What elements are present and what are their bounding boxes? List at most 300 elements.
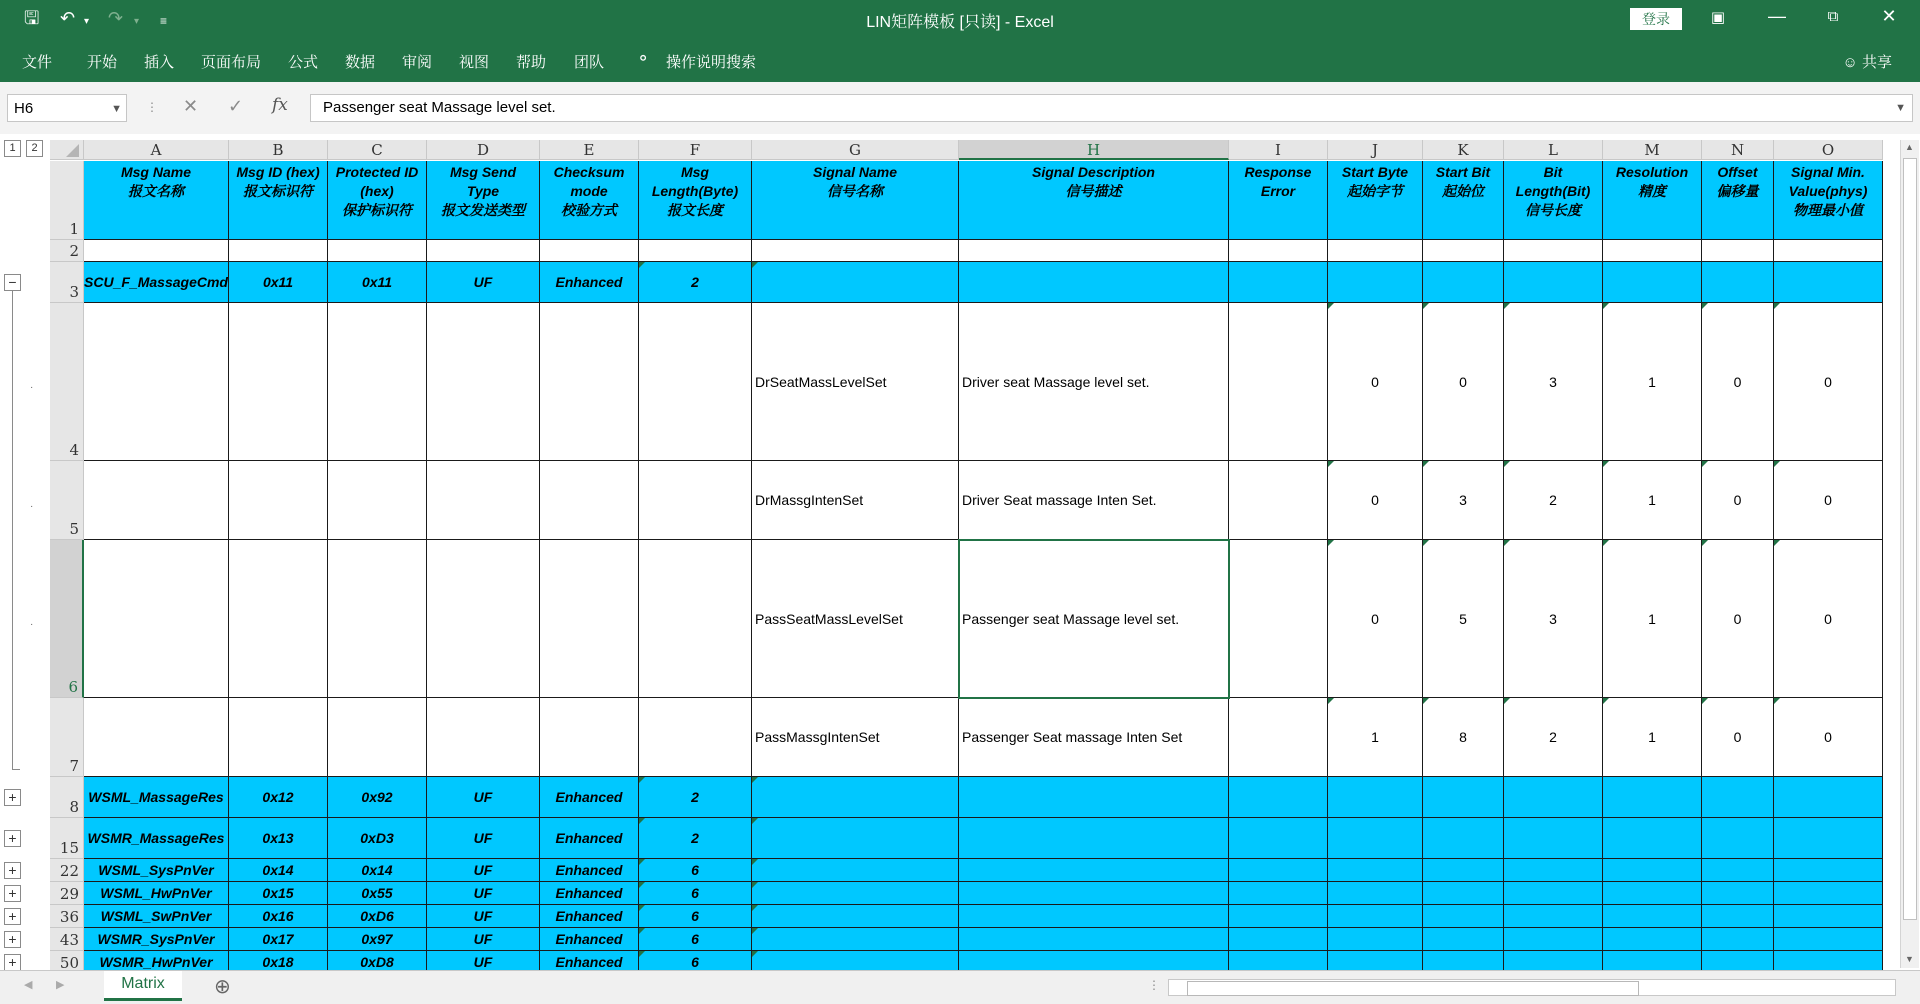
cell-L3[interactable] xyxy=(1504,262,1603,303)
cell-A43[interactable]: WSMR_SysPnVer xyxy=(84,928,229,951)
cell-K22[interactable] xyxy=(1423,859,1504,882)
cell-K29[interactable] xyxy=(1423,882,1504,905)
header-cell-G[interactable]: Signal Name 信号名称 xyxy=(752,161,959,240)
insert-function-icon[interactable]: fx xyxy=(272,95,288,115)
cell-O22[interactable] xyxy=(1774,859,1883,882)
column-header-E[interactable]: E xyxy=(540,140,639,160)
cell-L36[interactable] xyxy=(1504,905,1603,928)
cell-B43[interactable]: 0x17 xyxy=(229,928,328,951)
cell-J3[interactable] xyxy=(1328,262,1423,303)
header-cell-E[interactable]: Checksum mode 校验方式 xyxy=(540,161,639,240)
column-header-J[interactable]: J xyxy=(1328,140,1423,160)
header-cell-M[interactable]: Resolution 精度 xyxy=(1603,161,1702,240)
header-cell-D[interactable]: Msg Send Type 报文发送类型 xyxy=(427,161,540,240)
cell-O8[interactable] xyxy=(1774,777,1883,818)
cell-A3[interactable]: SCU_F_MassageCmd xyxy=(84,262,229,303)
column-header-C[interactable]: C xyxy=(328,140,427,160)
expand-group-icon[interactable]: + xyxy=(4,885,21,902)
expand-group-icon[interactable]: + xyxy=(4,954,21,970)
cell-N43[interactable] xyxy=(1702,928,1774,951)
cell-L15[interactable] xyxy=(1504,818,1603,859)
cell-N4[interactable]: 0 xyxy=(1702,303,1774,461)
column-header-I[interactable]: I xyxy=(1229,140,1328,160)
cell-K15[interactable] xyxy=(1423,818,1504,859)
cell-D4[interactable] xyxy=(427,303,540,461)
expand-group-icon[interactable]: + xyxy=(4,931,21,948)
header-cell-F[interactable]: Msg Length(Byte) 报文长度 xyxy=(639,161,752,240)
cell-M8[interactable] xyxy=(1603,777,1702,818)
row-header-8[interactable] xyxy=(50,777,84,818)
cell-I5[interactable] xyxy=(1229,461,1328,540)
cell-C15[interactable]: 0xD3 xyxy=(328,818,427,859)
row-number: 1 xyxy=(69,220,79,238)
chevron-down-icon[interactable]: ▼ xyxy=(111,103,122,115)
cell-J22[interactable] xyxy=(1328,859,1423,882)
expand-group-icon[interactable]: + xyxy=(4,830,21,847)
row-header-1[interactable] xyxy=(50,161,84,240)
cell-H5[interactable]: Driver Seat massage Inten Set. xyxy=(959,461,1229,540)
cell-D2[interactable] xyxy=(427,240,540,262)
cell-A5[interactable] xyxy=(84,461,229,540)
tell-me-search[interactable]: 操作说明搜索 xyxy=(666,54,757,71)
header-cell-O[interactable]: Signal Min. Value(phys) 物理最小值 xyxy=(1774,161,1883,240)
cell-M6[interactable]: 1 xyxy=(1603,540,1702,698)
customize-toolbar-icon[interactable]: ≡ xyxy=(160,14,168,28)
cell-O6[interactable]: 0 xyxy=(1774,540,1883,698)
collapse-group-icon[interactable]: − xyxy=(4,274,21,291)
share-button[interactable] xyxy=(1843,51,1893,72)
cell-I36[interactable] xyxy=(1229,905,1328,928)
cell-N5[interactable]: 0 xyxy=(1702,461,1774,540)
header-cell-A[interactable]: Msg Name 报文名称 xyxy=(84,161,229,240)
row-header-50[interactable] xyxy=(50,951,84,970)
cell-B6[interactable] xyxy=(229,540,328,698)
horizontal-scrollbar[interactable] xyxy=(1168,979,1896,996)
undo-icon[interactable]: ↶ xyxy=(60,8,76,28)
cell-C29[interactable]: 0x55 xyxy=(328,882,427,905)
tab-help[interactable]: 帮助 xyxy=(516,54,547,71)
cell-A22[interactable]: WSML_SysPnVer xyxy=(84,859,229,882)
column-header-B[interactable]: B xyxy=(229,140,328,160)
row-number: 50 xyxy=(59,954,79,970)
row-header-4[interactable] xyxy=(50,303,84,461)
cell-A15[interactable]: WSMR_MassageRes xyxy=(84,818,229,859)
minimize-icon[interactable]: — xyxy=(1768,6,1786,26)
cell-N50[interactable] xyxy=(1702,951,1774,970)
tab-insert[interactable]: 插入 xyxy=(144,54,175,71)
cell-H6[interactable]: Passenger seat Massage level set. xyxy=(959,540,1229,698)
tab-view[interactable]: 视图 xyxy=(459,54,490,71)
cell-D50[interactable]: UF xyxy=(427,951,540,970)
cell-J4[interactable]: 0 xyxy=(1328,303,1423,461)
tab-home[interactable]: 开始 xyxy=(87,54,118,71)
select-all-triangle-icon[interactable] xyxy=(66,144,79,157)
cell-F43[interactable]: 6 xyxy=(639,928,752,951)
cell-G36[interactable] xyxy=(752,905,959,928)
header-cell-I[interactable]: Response Error xyxy=(1229,161,1328,240)
column-header-A[interactable]: A xyxy=(84,140,229,160)
cell-J2[interactable] xyxy=(1328,240,1423,262)
cell-K4[interactable]: 0 xyxy=(1423,303,1504,461)
column-header-K[interactable]: K xyxy=(1423,140,1504,160)
cell-I2[interactable] xyxy=(1229,240,1328,262)
cell-B2[interactable] xyxy=(229,240,328,262)
column-header-L[interactable]: L xyxy=(1504,140,1603,160)
cell-M22[interactable] xyxy=(1603,859,1702,882)
row-header-3[interactable] xyxy=(50,262,84,303)
cell-F50[interactable]: 6 xyxy=(639,951,752,970)
column-header-G[interactable]: G xyxy=(752,140,959,160)
column-header-D[interactable]: D xyxy=(427,140,540,160)
cell-H50[interactable] xyxy=(959,951,1229,970)
redo-dropdown-icon[interactable]: ▾ xyxy=(134,16,140,27)
column-header-N[interactable]: N xyxy=(1702,140,1774,160)
cell-M50[interactable] xyxy=(1603,951,1702,970)
row-header-43[interactable] xyxy=(50,928,84,951)
cell-B4[interactable] xyxy=(229,303,328,461)
cell-H15[interactable] xyxy=(959,818,1229,859)
cell-C50[interactable]: 0xD8 xyxy=(328,951,427,970)
cell-N8[interactable] xyxy=(1702,777,1774,818)
tab-review[interactable]: 审阅 xyxy=(402,54,433,71)
cell-K6[interactable]: 5 xyxy=(1423,540,1504,698)
expand-group-icon[interactable]: + xyxy=(4,862,21,879)
cell-J43[interactable] xyxy=(1328,928,1423,951)
cell-J7[interactable]: 1 xyxy=(1328,698,1423,777)
name-box[interactable] xyxy=(7,94,127,122)
sheet-tab-matrix[interactable]: Matrix xyxy=(104,971,182,1001)
cell-H7[interactable]: Passenger Seat massage Inten Set xyxy=(959,698,1229,777)
row-header-29[interactable] xyxy=(50,882,84,905)
cell-F8[interactable]: 2 xyxy=(639,777,752,818)
save-icon[interactable]: 🖫 xyxy=(24,8,40,28)
cell-C2[interactable] xyxy=(328,240,427,262)
cell-A50[interactable]: WSMR_HwPnVer xyxy=(84,951,229,970)
cell-B22[interactable]: 0x14 xyxy=(229,859,328,882)
cell-F3[interactable]: 2 xyxy=(639,262,752,303)
cell-M4[interactable]: 1 xyxy=(1603,303,1702,461)
header-cell-J[interactable]: Start Byte 起始字节 xyxy=(1328,161,1423,240)
cell-C36[interactable]: 0xD6 xyxy=(328,905,427,928)
cell-E50[interactable]: Enhanced xyxy=(540,951,639,970)
cell-C8[interactable]: 0x92 xyxy=(328,777,427,818)
cell-A2[interactable] xyxy=(84,240,229,262)
cell-D22[interactable]: UF xyxy=(427,859,540,882)
cell-F6[interactable] xyxy=(639,540,752,698)
cell-B36[interactable]: 0x16 xyxy=(229,905,328,928)
cell-I4[interactable] xyxy=(1229,303,1328,461)
vertical-scrollbar[interactable] xyxy=(1900,140,1919,968)
cell-D8[interactable]: UF xyxy=(427,777,540,818)
cell-C6[interactable] xyxy=(328,540,427,698)
horizontal-scroll-thumb[interactable] xyxy=(1187,981,1639,996)
tab-formulas[interactable]: 公式 xyxy=(288,54,319,71)
cell-L6[interactable]: 3 xyxy=(1504,540,1603,698)
cell-F2[interactable] xyxy=(639,240,752,262)
cell-J6[interactable]: 0 xyxy=(1328,540,1423,698)
cell-J5[interactable]: 0 xyxy=(1328,461,1423,540)
column-header-H[interactable]: H xyxy=(959,140,1229,160)
formula-input[interactable] xyxy=(310,94,1913,122)
row-header-22[interactable] xyxy=(50,859,84,882)
cell-F5[interactable] xyxy=(639,461,752,540)
cell-M36[interactable] xyxy=(1603,905,1702,928)
cell-J36[interactable] xyxy=(1328,905,1423,928)
cell-O29[interactable] xyxy=(1774,882,1883,905)
cell-O2[interactable] xyxy=(1774,240,1883,262)
cell-E5[interactable] xyxy=(540,461,639,540)
cell-K36[interactable] xyxy=(1423,905,1504,928)
cell-O4[interactable]: 0 xyxy=(1774,303,1883,461)
cell-B8[interactable]: 0x12 xyxy=(229,777,328,818)
cell-K3[interactable] xyxy=(1423,262,1504,303)
cell-G8[interactable] xyxy=(752,777,959,818)
cell-M2[interactable] xyxy=(1603,240,1702,262)
cell-N3[interactable] xyxy=(1702,262,1774,303)
cell-B7[interactable] xyxy=(229,698,328,777)
cell-L43[interactable] xyxy=(1504,928,1603,951)
cell-I7[interactable] xyxy=(1229,698,1328,777)
cell-D5[interactable] xyxy=(427,461,540,540)
ribbon-tabs xyxy=(0,38,1920,82)
scroll-up-icon[interactable]: ▲ xyxy=(1905,142,1914,152)
close-icon[interactable]: ✕ xyxy=(1881,6,1897,26)
cell-M43[interactable] xyxy=(1603,928,1702,951)
row-header-36[interactable] xyxy=(50,905,84,928)
cell-A6[interactable] xyxy=(84,540,229,698)
cell-A4[interactable] xyxy=(84,303,229,461)
cell-L22[interactable] xyxy=(1504,859,1603,882)
cell-E7[interactable] xyxy=(540,698,639,777)
cell-K43[interactable] xyxy=(1423,928,1504,951)
cell-E2[interactable] xyxy=(540,240,639,262)
tab-team[interactable]: 团队 xyxy=(574,54,605,71)
cell-E43[interactable]: Enhanced xyxy=(540,928,639,951)
restore-icon[interactable]: ⧉ xyxy=(1827,8,1839,25)
cell-H3[interactable] xyxy=(959,262,1229,303)
cell-J8[interactable] xyxy=(1328,777,1423,818)
cell-G5[interactable]: DrMassgIntenSet xyxy=(752,461,959,540)
cell-H22[interactable] xyxy=(959,859,1229,882)
cell-E36[interactable]: Enhanced xyxy=(540,905,639,928)
cell-D3[interactable]: UF xyxy=(427,262,540,303)
row-header-15[interactable] xyxy=(50,818,84,859)
header-cell-C[interactable]: Protected ID (hex) 保护标识符 xyxy=(328,161,427,240)
header-cell-H[interactable]: Signal Description 信号描述 xyxy=(959,161,1229,240)
cell-H36[interactable] xyxy=(959,905,1229,928)
cell-K2[interactable] xyxy=(1423,240,1504,262)
column-header-O[interactable]: O xyxy=(1774,140,1883,160)
cell-O50[interactable] xyxy=(1774,951,1883,970)
scroll-left-icon[interactable]: ◀ xyxy=(24,979,33,991)
cell-O43[interactable] xyxy=(1774,928,1883,951)
cell-E15[interactable]: Enhanced xyxy=(540,818,639,859)
cell-G6[interactable]: PassSeatMassLevelSet xyxy=(752,540,959,698)
cell-L7[interactable]: 2 xyxy=(1504,698,1603,777)
cell-L2[interactable] xyxy=(1504,240,1603,262)
row-number: 3 xyxy=(69,283,79,301)
vertical-scroll-thumb[interactable] xyxy=(1903,158,1917,920)
cell-K50[interactable] xyxy=(1423,951,1504,970)
cell-K5[interactable]: 3 xyxy=(1423,461,1504,540)
cell-O7[interactable]: 0 xyxy=(1774,698,1883,777)
cell-F22[interactable]: 6 xyxy=(639,859,752,882)
cell-D15[interactable]: UF xyxy=(427,818,540,859)
cell-J15[interactable] xyxy=(1328,818,1423,859)
tab-page-layout[interactable]: 页面布局 xyxy=(201,54,262,71)
cell-H29[interactable] xyxy=(959,882,1229,905)
cell-M7[interactable]: 1 xyxy=(1603,698,1702,777)
add-sheet-icon[interactable]: ⊕ xyxy=(214,976,231,998)
cancel-icon[interactable]: ✕ xyxy=(183,96,199,116)
cell-F36[interactable]: 6 xyxy=(639,905,752,928)
cell-O36[interactable] xyxy=(1774,905,1883,928)
cell-H43[interactable] xyxy=(959,928,1229,951)
worksheet-grid xyxy=(0,134,1920,970)
column-header-M[interactable]: M xyxy=(1603,140,1702,160)
cell-D43[interactable]: UF xyxy=(427,928,540,951)
cell-O3[interactable] xyxy=(1774,262,1883,303)
cell-B29[interactable]: 0x15 xyxy=(229,882,328,905)
cell-K7[interactable]: 8 xyxy=(1423,698,1504,777)
cell-L4[interactable]: 3 xyxy=(1504,303,1603,461)
cell-M15[interactable] xyxy=(1603,818,1702,859)
cell-D7[interactable] xyxy=(427,698,540,777)
tab-data[interactable]: 数据 xyxy=(345,54,376,71)
undo-dropdown-icon[interactable]: ▾ xyxy=(84,16,90,27)
cell-L50[interactable] xyxy=(1504,951,1603,970)
cell-F15[interactable]: 2 xyxy=(639,818,752,859)
cell-I22[interactable] xyxy=(1229,859,1328,882)
cell-G3[interactable] xyxy=(752,262,959,303)
cell-K8[interactable] xyxy=(1423,777,1504,818)
cell-A29[interactable]: WSML_HwPnVer xyxy=(84,882,229,905)
column-header-F[interactable]: F xyxy=(639,140,752,160)
row-header-5[interactable] xyxy=(50,461,84,540)
cell-G29[interactable] xyxy=(752,882,959,905)
split-handle-icon[interactable]: ⋮ xyxy=(1148,978,1160,992)
outline-dot-icon: · xyxy=(30,619,34,630)
cell-A36[interactable]: WSML_SwPnVer xyxy=(84,905,229,928)
cell-C7[interactable] xyxy=(328,698,427,777)
cell-B5[interactable] xyxy=(229,461,328,540)
cell-N2[interactable] xyxy=(1702,240,1774,262)
cell-G22[interactable] xyxy=(752,859,959,882)
cell-N15[interactable] xyxy=(1702,818,1774,859)
cell-D29[interactable]: UF xyxy=(427,882,540,905)
cell-G4[interactable]: DrSeatMassLevelSet xyxy=(752,303,959,461)
expand-group-icon[interactable]: + xyxy=(4,908,21,925)
cell-L8[interactable] xyxy=(1504,777,1603,818)
login-button[interactable]: 登录 xyxy=(1630,8,1682,30)
cell-F29[interactable]: 6 xyxy=(639,882,752,905)
header-cell-B[interactable]: Msg ID (hex) 报文标识符 xyxy=(229,161,328,240)
cell-O15[interactable] xyxy=(1774,818,1883,859)
cell-G2[interactable] xyxy=(752,240,959,262)
row-header-6[interactable] xyxy=(50,540,84,698)
cell-D6[interactable] xyxy=(427,540,540,698)
cell-I29[interactable] xyxy=(1229,882,1328,905)
cell-M29[interactable] xyxy=(1603,882,1702,905)
cell-C3[interactable]: 0x11 xyxy=(328,262,427,303)
expand-formula-icon[interactable]: ▼ xyxy=(1895,102,1906,114)
scroll-right-icon[interactable]: ▶ xyxy=(56,979,65,991)
cell-L29[interactable] xyxy=(1504,882,1603,905)
cell-C5[interactable] xyxy=(328,461,427,540)
cell-E4[interactable] xyxy=(540,303,639,461)
cell-L5[interactable]: 2 xyxy=(1504,461,1603,540)
cell-O5[interactable]: 0 xyxy=(1774,461,1883,540)
scroll-down-icon[interactable]: ▼ xyxy=(1905,954,1914,964)
cell-I15[interactable] xyxy=(1229,818,1328,859)
cell-N22[interactable] xyxy=(1702,859,1774,882)
expand-group-icon[interactable]: + xyxy=(4,789,21,806)
cell-B15[interactable]: 0x13 xyxy=(229,818,328,859)
cell-N29[interactable] xyxy=(1702,882,1774,905)
header-cell-L[interactable]: Bit Length(Bit) 信号长度 xyxy=(1504,161,1603,240)
cell-I8[interactable] xyxy=(1229,777,1328,818)
cell-C4[interactable] xyxy=(328,303,427,461)
cell-J50[interactable] xyxy=(1328,951,1423,970)
cell-N6[interactable]: 0 xyxy=(1702,540,1774,698)
cell-I3[interactable] xyxy=(1229,262,1328,303)
cell-G43[interactable] xyxy=(752,928,959,951)
cell-B3[interactable]: 0x11 xyxy=(229,262,328,303)
cell-D36[interactable]: UF xyxy=(427,905,540,928)
cell-J29[interactable] xyxy=(1328,882,1423,905)
cell-E3[interactable]: Enhanced xyxy=(540,262,639,303)
cell-E22[interactable]: Enhanced xyxy=(540,859,639,882)
cell-G7[interactable]: PassMassgIntenSet xyxy=(752,698,959,777)
share-label: 共享 xyxy=(1861,54,1892,71)
cell-I6[interactable] xyxy=(1229,540,1328,698)
row-number: 7 xyxy=(69,757,79,775)
cell-I50[interactable] xyxy=(1229,951,1328,970)
ribbon-display-icon[interactable]: ▣ xyxy=(1710,9,1726,26)
cell-H8[interactable] xyxy=(959,777,1229,818)
cell-H2[interactable] xyxy=(959,240,1229,262)
cell-G50[interactable] xyxy=(752,951,959,970)
cell-E29[interactable]: Enhanced xyxy=(540,882,639,905)
redo-icon[interactable]: ↷ xyxy=(108,8,124,28)
cell-E6[interactable] xyxy=(540,540,639,698)
outline-level-2-button[interactable]: 2 xyxy=(26,140,43,157)
header-cell-K[interactable]: Start Bit 起始位 xyxy=(1423,161,1504,240)
cell-I43[interactable] xyxy=(1229,928,1328,951)
cell-A7[interactable] xyxy=(84,698,229,777)
cell-F7[interactable] xyxy=(639,698,752,777)
outline-level-1-button[interactable]: 1 xyxy=(4,140,21,157)
cell-A8[interactable]: WSML_MassageRes xyxy=(84,777,229,818)
header-cell-N[interactable]: Offset 偏移量 xyxy=(1702,161,1774,240)
cell-G15[interactable] xyxy=(752,818,959,859)
row-number: 15 xyxy=(59,839,79,857)
cell-E8[interactable]: Enhanced xyxy=(540,777,639,818)
cell-C43[interactable]: 0x97 xyxy=(328,928,427,951)
cell-M5[interactable]: 1 xyxy=(1603,461,1702,540)
tab-file[interactable]: 文件 xyxy=(22,54,53,71)
cell-N7[interactable]: 0 xyxy=(1702,698,1774,777)
cell-F4[interactable] xyxy=(639,303,752,461)
enter-icon[interactable]: ✓ xyxy=(228,96,244,116)
cell-M3[interactable] xyxy=(1603,262,1702,303)
row-header-2[interactable] xyxy=(50,240,84,262)
cell-H4[interactable]: Driver seat Massage level set. xyxy=(959,303,1229,461)
row-header-7[interactable] xyxy=(50,698,84,777)
cell-N36[interactable] xyxy=(1702,905,1774,928)
cell-B50[interactable]: 0x18 xyxy=(229,951,328,970)
cell-C22[interactable]: 0x14 xyxy=(328,859,427,882)
